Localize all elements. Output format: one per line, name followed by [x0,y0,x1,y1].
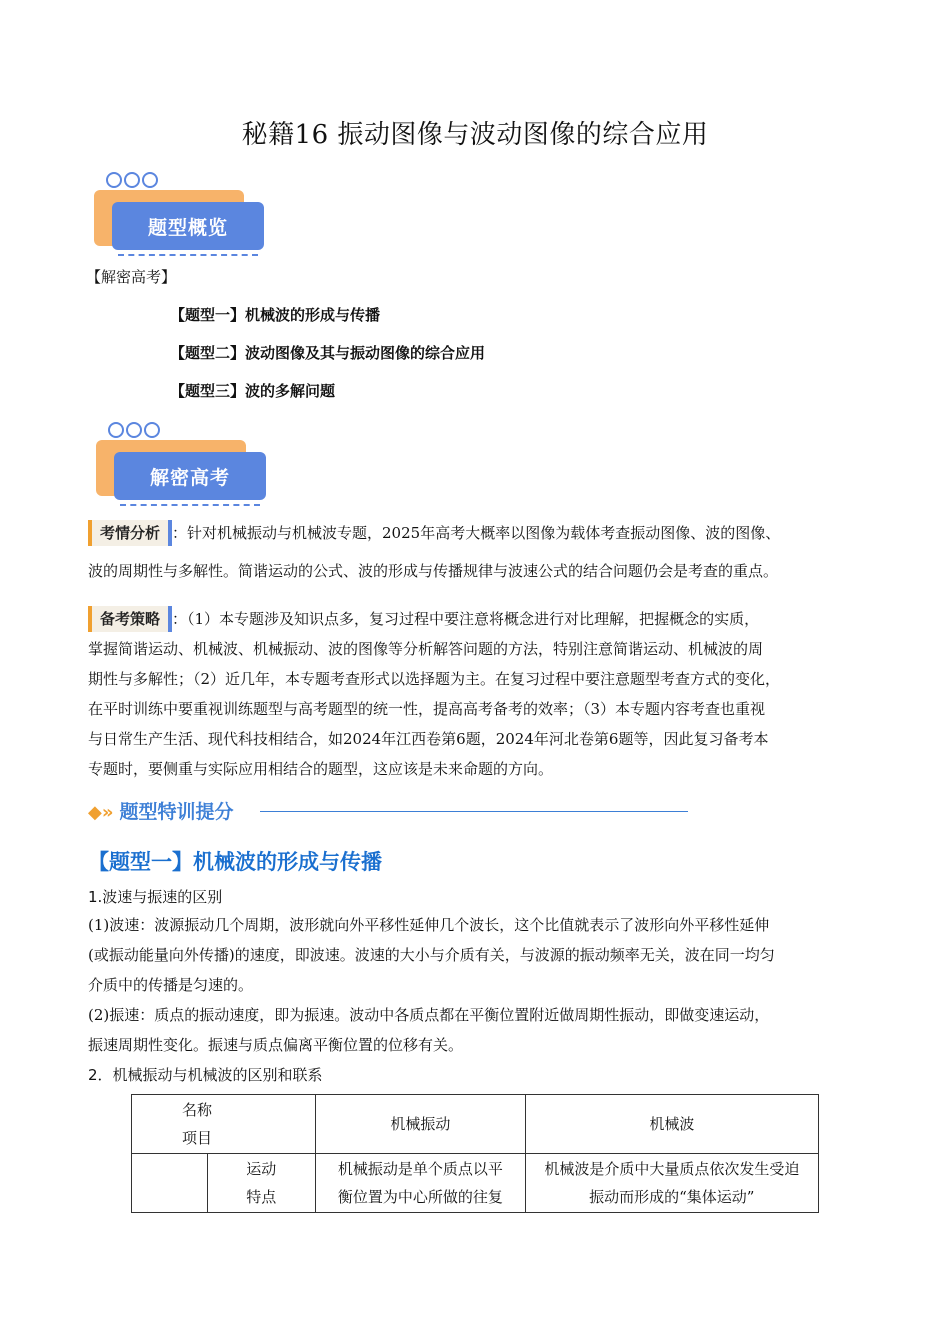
overview-item-1-tag: 【题型一】 [170,306,246,324]
table-cell-blank [132,1154,208,1213]
table-cell-col1-top: 机械振动是单个质点以平 [337,1160,503,1178]
table-cell-col2 [525,1154,818,1213]
page-title: 秘籍16 振动图像与波动图像的综合应用 [241,120,709,150]
section-bar-label: 题型特训提分 [119,801,234,823]
overview-item-1 [170,304,380,325]
overview-item-2-tag: 【题型二】 [170,344,246,362]
table-cell-col1 [316,1154,526,1213]
table-row-label [207,1154,316,1213]
overview-heading: 【解密高考】 [86,268,177,286]
type1-p1-line: (或振动能量向外传播)的速度，即波速。波速的大小与介质有关，与波源的振动频率无关，波在同一均匀 [88,946,775,964]
type1-sub2: 2．机械振动与机械波的区别和联系 [88,1066,323,1084]
type1-p1-line: 介质中的传播是匀速的。 [88,976,254,994]
strategy-line: 专题时，要侧重与实际应用相结合的题型，这应该是未来命题的方向。 [88,760,554,778]
overview-item-3-text: 波的多解问题 [245,382,336,400]
analysis-block [88,518,868,586]
type1-p1-line: (1)波速：波源振动几个周期，波形就向外平移性延伸几个波长，这个比值就表示了波形向外平移性延伸 [88,916,770,934]
banner-decode [92,422,272,502]
strategy-line: 与日常生产生活、现代科技相结合，如2024年江西卷第6题，2024年河北卷第6题等，因此复习备考本 [88,730,769,748]
table-header-corner [132,1095,316,1154]
table-row-label-bottom: 特点 [246,1188,277,1206]
table-header-top: 名称 [182,1101,213,1119]
overview-item-2-text: 波动图像及其与振动图像的综合应用 [245,344,486,362]
overview-item-1-text: 机械波的形成与传播 [245,306,381,324]
table-cell-col2-bottom: 振动而形成的“集体运动” [589,1188,755,1206]
banner-overview [90,172,270,252]
strategy-line: 在平时训练中要重视训练题型与高考题型的统一性，提高高考备考的效率；（3）本专题内容考查也重视 [88,700,766,718]
strategy-line: 掌握简谐运动、机械波、机械振动、波的图像等分析解答问题的方法，特别注意简谐运动、机械波的周 [88,640,764,658]
table-cell-col1-bottom: 衡位置为中心所做的往复 [337,1188,503,1206]
double-chevron-icon: ◆» [88,802,114,823]
table-cell-col2-top: 机械波是介质中大量质点依次发生受迫 [544,1160,800,1178]
type1-p2-line: (2)振速：质点的振动速度，即为振速。波动中各质点都在平衡位置附近做周期性振动，即做变速运动， [88,1006,770,1024]
section-divider [260,811,688,812]
banner-overview-label: 题型概览 [112,202,264,250]
table-header-bottom: 项目 [182,1129,213,1147]
overview-item-2 [170,342,485,363]
strategy-tag: 备考策略 [88,606,172,632]
strategy-block [88,604,868,784]
type1-p1 [88,910,868,1060]
table-header-row [132,1095,819,1154]
strategy-line: 期性与多解性；（2）近几年，本专题考查形式以选择题为主。在复习过程中要注意题型考查方式的变化， [88,670,781,688]
table-header-col2: 机械波 [525,1095,818,1154]
type1-heading: 【题型一】机械波的形成与传播 [88,850,382,874]
type1-p2-line: 振速周期性变化。振速与质点偏离平衡位置的位移有关。 [88,1036,464,1054]
table-row-label-top: 运动 [246,1160,277,1178]
analysis-tag: 考情分析 [88,520,172,546]
comparison-table [131,1094,819,1213]
section-bar [88,797,688,827]
analysis-line-2: 波的周期性与多解性。简谐运动的公式、波的形成与传播规律与波速公式的结合问题仍会是考查的重点。 [88,562,779,580]
analysis-line-1: ：针对机械振动与机械波专题，2025年高考大概率以图像为载体考查振动图像、波的图像、 [172,524,781,542]
table-row [132,1154,819,1213]
type1-sub1: 1.波速与振速的区别 [88,888,223,906]
strategy-line-1: ：（1）本专题涉及知识点多，复习过程中要注意将概念进行对比理解，把握概念的实质， [172,610,760,628]
overview-item-3 [170,380,335,401]
overview-item-3-tag: 【题型三】 [170,382,246,400]
table-header-col1: 机械振动 [316,1095,526,1154]
banner-decode-label: 解密高考 [114,452,266,500]
